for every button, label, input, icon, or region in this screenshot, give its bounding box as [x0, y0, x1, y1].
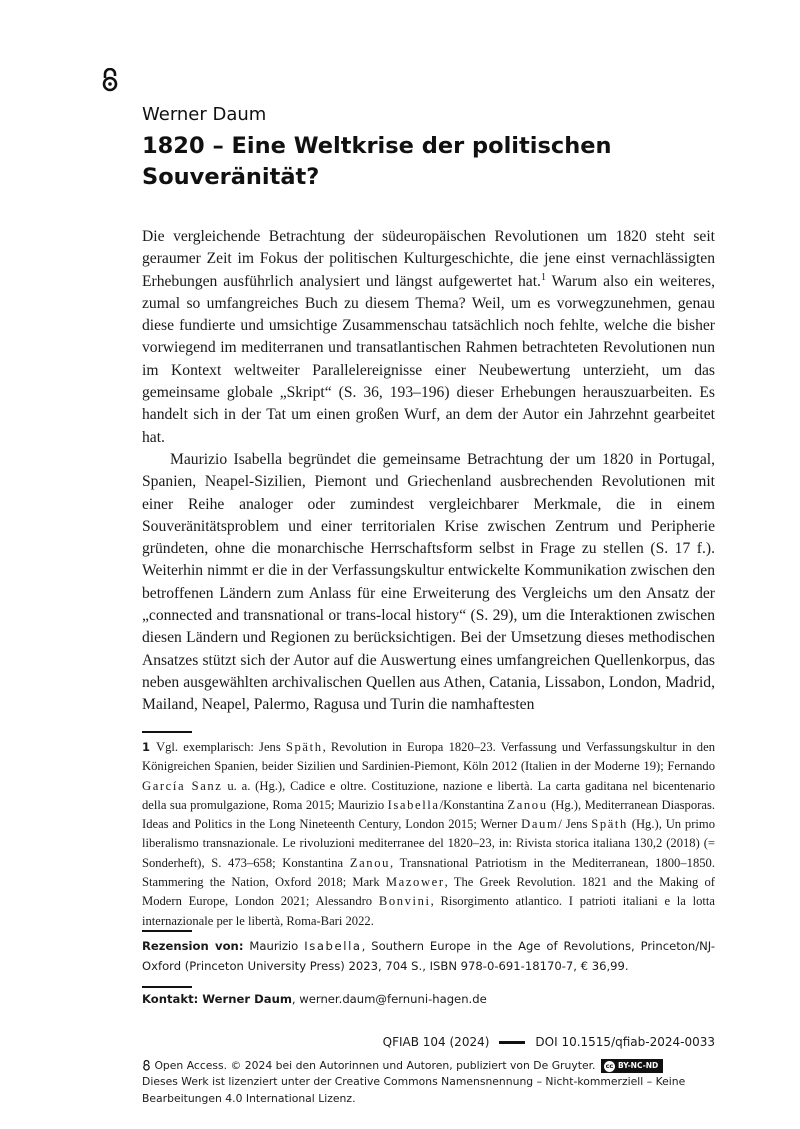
review-label: Rezension von:	[142, 939, 244, 953]
review-divider	[142, 930, 192, 932]
open-access-icon	[100, 68, 120, 92]
contact-email[interactable]: , werner.daum@fernuni-hagen.de	[291, 992, 487, 1006]
author-name: Werner Daum	[142, 104, 267, 125]
review-info: Rezension von: Maurizio Isabella, Southern Europe in the Age of Revolutions, Princeton/NJ-Oxford (Princeton University Press) 2023, 704 S., ISBN 978-0-691-18170-7, € 36,99.	[142, 939, 715, 973]
journal-info	[383, 1035, 715, 1049]
footnote-number: 1	[142, 740, 151, 754]
body-paragraph-2: Maurizio Isabella begründet die gemeinsame Betrachtung der um 1820 in Portugal, Spanien, Neapel-Sizilien, Piemont und Griechenland ausbrechenden Revolutionen mit einer Reihe analoger oder zumindest vergleichbarer Merkmale, die in einem Souveränitätsproblem und einer territorialen Krise zwischen Zentrum und Peripherie gründeten, ohne die monarchische Herrschaftsform selbst in Frage zu stellen (S. 17 f.). Weiterhin nimmt er die in der Verfassungskultur entwickelte Kommunikation zwischen den betroffenen Ländern zum Anlass für eine Erweiterung des Vergleichs um den Ansatz der „connected and transnational or trans-local history“ (S. 29), um die Interaktionen zwischen diesen Ländern und Regionen zu berücksichtigen. Bei der Umsetzung dieses methodischen Ansatzes stützt sich der Autor auf die Auswertung eines umfangreichen Quellenkorpus, das neben ausgewählten archivalischen Quellen aus Athen, Catania, Lissabon, London, Madrid, Mailand, Neapel, Palermo, Ragusa und Turin die namhaftesten	[142, 450, 715, 714]
journal-issue: QFIAB 104 (2024)	[382, 1035, 490, 1049]
article-body	[142, 226, 715, 717]
article-title: 1820 – Eine Weltkrise der politischen Souveränität?	[142, 133, 612, 190]
cc-icon: cc	[605, 1062, 614, 1070]
body-paragraph-1: Die vergleichende Betrachtung der südeuropäischen Revolutionen um 1820 steht seit geraumer Zeit im Fokus der politischen Kulturgeschichte, die jene einst vernachlässigten Erhebungen ausführlich analysiert und längst aufgewertet hat.$^1$ Warum also ein weiteres, zumal so umfangreiches Buch zu diesem Thema? Weil, um es vorwegzunehmen, genau diese fundierte und umsichtige Zusammenschau tatsächlich noch fehlte, welche die bisher vorwiegend im mediterranen und transatlantischen Rahmen betrachteten Revolutionen nun im Kontext weltweiter Parallelereignisse einer Neubewertung unterzieht, um das gemeinsame globale „Skript“ (S. 36, 193–196) dieser Erhebungen herauszuarbeiten. Es handelt sich in der Tat um einen großen Wurf, an dem der Autor ein Jahrzehnt gearbeitet hat.	[142, 228, 715, 446]
journal-doi[interactable]: DOI 10.1515/qfiab-2024-0033	[535, 1035, 715, 1049]
cc-license-badge[interactable]: cc BY-NC-ND	[601, 1059, 663, 1073]
contact-label: Kontakt: Werner Daum	[142, 992, 292, 1006]
journal-dash	[499, 1041, 525, 1044]
footnote-1: 1 Vgl. exemplarisch: Jens Späth, Revolution in Europa 1820–23. Verfassung und Verfassungskultur in den Königreichen Spanien, beider Sizilien und Sardinien-Piemont, Köln 2012 (Italien in der Moderne 19); Fernando García Sanz u. a. (Hg.), Cadice e oltre. Costituzione, nazione e libertà. La carta gaditana nel bicentenario della sua promulgazione, Roma 2015; Maurizio Isabella/Konstantina Zanou (Hg.), Mediterranean Diasporas. Ideas and Politics in the Long Nineteenth Century, London 2015; Werner Daum/ Jens Späth (Hg.), Un primo liberalismo transnazionale. Le rivoluzioni mediterranee del 1820–23, in: Rivista storica italiana 130,2 (2018) (= Sonderheft), S. 473–658; Konstantina Zanou, Transnational Patriotism in the Mediterranean, 1800–1850. Stammering the Nation, Oxford 2018; Mark Mazower, The Greek Revolution. 1821 and the Making of Modern Europe, London 2021; Alessandro Bonvini, Risorgimento atlantico. I patrioti italiani e la lotta internazionale per le libertà, Roma-Bari 2022.	[142, 740, 716, 928]
contact-divider	[142, 986, 192, 988]
footnote-divider	[142, 731, 192, 733]
open-access-small-icon	[142, 1060, 151, 1071]
footnote-ref-1[interactable]: 1	[540, 271, 546, 283]
license-notice: Open Access. © 2024 bei den Autorinnen und Autoren, publiziert von De Gruyter. cc BY-NC-ND Dieses Werk ist lizenziert unter der Creative Commons Namensnennung – Nicht-kommerziell – Keine Bearbeitungen 4.0 International Lizenz.	[142, 1059, 686, 1105]
contact-info	[142, 992, 487, 1006]
